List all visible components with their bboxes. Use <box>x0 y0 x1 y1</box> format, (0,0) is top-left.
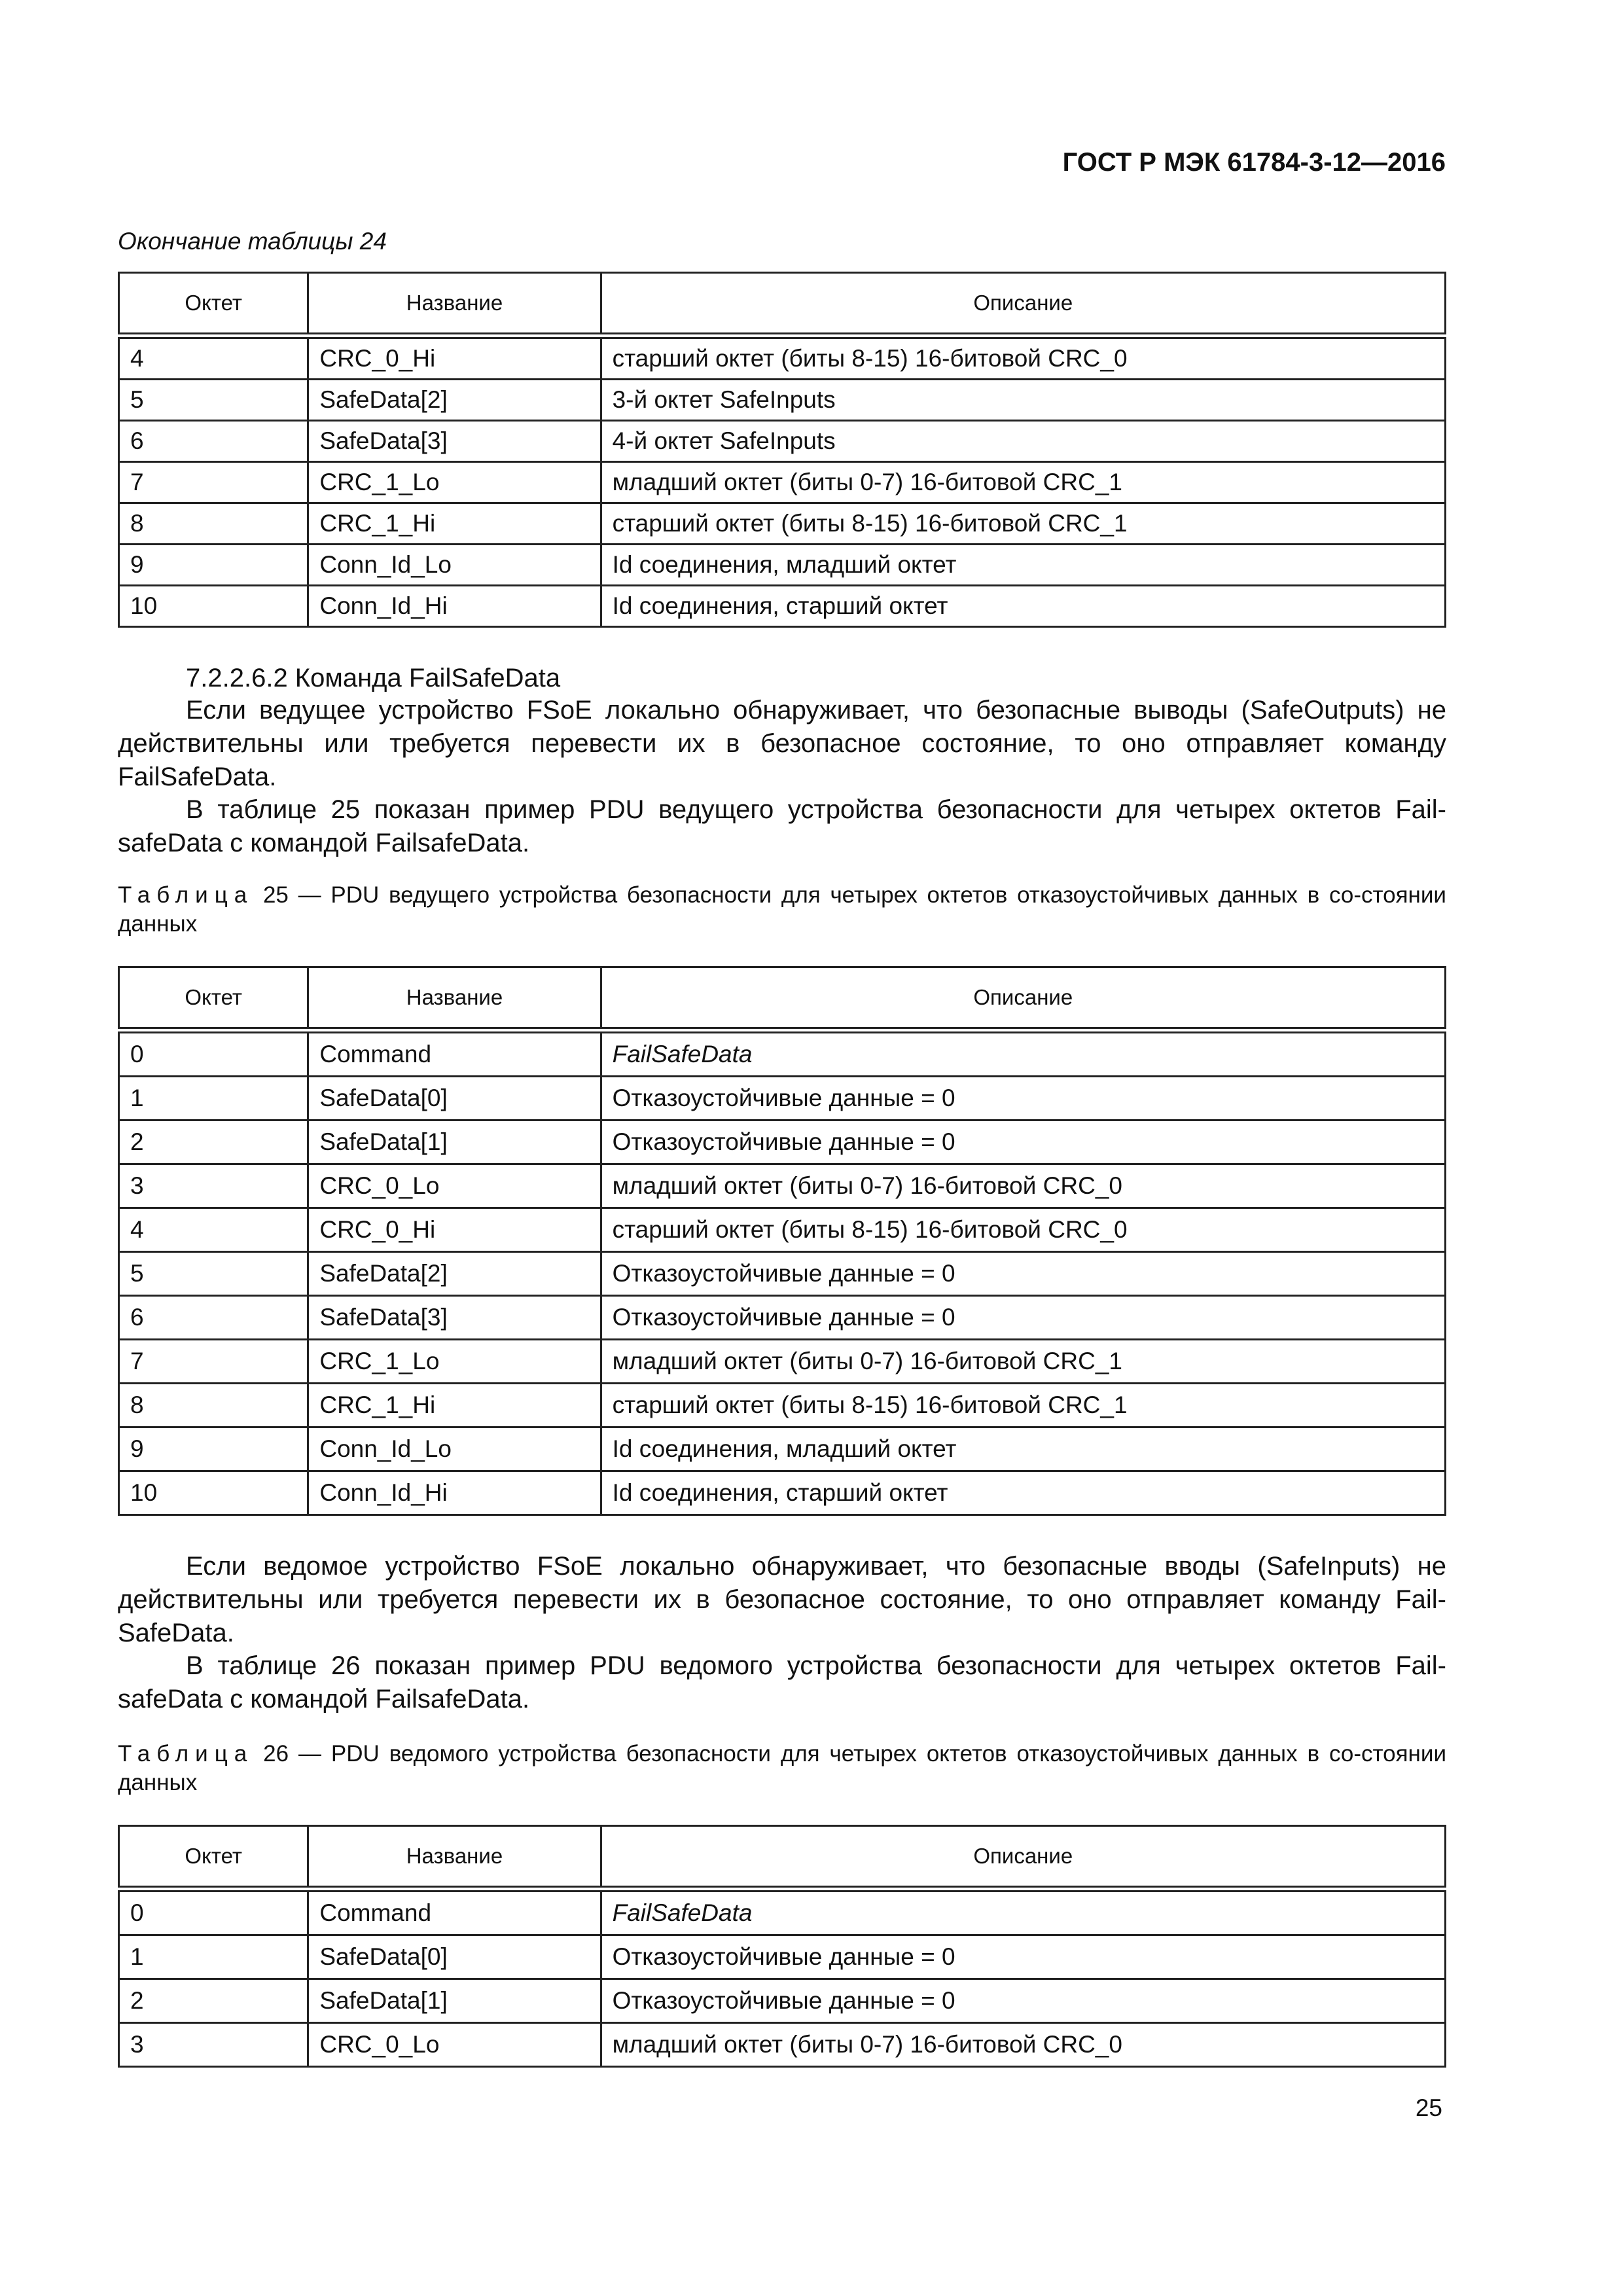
table-row <box>119 380 1446 421</box>
cell-name: CRC_0_Hi <box>308 1208 601 1252</box>
table26-caption <box>118 1740 1446 1797</box>
column-header-name: Название <box>308 273 601 336</box>
table-header-row <box>119 967 1446 1031</box>
table25 <box>118 966 1446 1516</box>
section-heading: 7.2.2.6.2 Команда FailSafeData <box>186 664 561 692</box>
table-row <box>119 421 1446 462</box>
table-row <box>119 1121 1446 1164</box>
cell-octet: 10 <box>119 1471 308 1515</box>
table-row <box>119 1979 1446 2023</box>
cell-octet: 0 <box>119 1030 308 1077</box>
cell-description: Отказоустойчивые данные = 0 <box>601 1077 1445 1121</box>
cell-name: CRC_0_Lo <box>308 1164 601 1208</box>
table-row <box>119 1471 1446 1515</box>
cell-octet: 5 <box>119 380 308 421</box>
cell-octet: 9 <box>119 545 308 586</box>
table-row <box>119 545 1446 586</box>
table-row <box>119 1889 1446 1935</box>
cell-name: CRC_1_Hi <box>308 503 601 545</box>
column-header-description: Описание <box>601 967 1445 1031</box>
column-header-octet: Октет <box>119 1826 308 1890</box>
table-row <box>119 1252 1446 1296</box>
table-row <box>119 1030 1446 1077</box>
table-row <box>119 336 1446 380</box>
cell-octet: 1 <box>119 1935 308 1979</box>
cell-octet: 2 <box>119 1979 308 2023</box>
table-caption-label: Таблица <box>118 1741 254 1767</box>
table-caption-label: Таблица <box>118 882 254 908</box>
column-header-octet: Октет <box>119 273 308 336</box>
document-header: ГОСТ Р МЭК 61784-3-12—2016 <box>1062 148 1446 177</box>
table24-continuation-caption: Окончание таблицы 24 <box>118 228 387 255</box>
cell-description: Id соединения, младший октет <box>601 545 1445 586</box>
cell-description: Отказоустойчивые данные = 0 <box>601 1935 1445 1979</box>
cell-octet: 0 <box>119 1889 308 1935</box>
table-row <box>119 1077 1446 1121</box>
cell-description: FailSafeData <box>601 1030 1445 1077</box>
cell-name: Command <box>308 1030 601 1077</box>
cell-octet: 9 <box>119 1427 308 1471</box>
cell-octet: 10 <box>119 586 308 627</box>
cell-description: Отказоустойчивые данные = 0 <box>601 1121 1445 1164</box>
cell-octet: 6 <box>119 1296 308 1340</box>
column-header-description: Описание <box>601 1826 1445 1890</box>
cell-name: SafeData[1] <box>308 1979 601 2023</box>
table-row <box>119 1208 1446 1252</box>
table-row <box>119 1340 1446 1384</box>
column-header-name: Название <box>308 967 601 1031</box>
table26 <box>118 1825 1446 2068</box>
cell-octet: 8 <box>119 1384 308 1427</box>
cell-description: старший октет (биты 8-15) 16-битовой CRC_0 <box>601 336 1445 380</box>
cell-description: младший октет (биты 0-7) 16-битовой CRC_1 <box>601 1340 1445 1384</box>
cell-octet: 4 <box>119 1208 308 1252</box>
column-header-name: Название <box>308 1826 601 1890</box>
cell-octet: 1 <box>119 1077 308 1121</box>
cell-name: CRC_0_Lo <box>308 2023 601 2067</box>
table24 <box>118 272 1446 628</box>
page-number: 25 <box>1415 2094 1442 2121</box>
cell-octet: 7 <box>119 462 308 503</box>
cell-description: Id соединения, старший октет <box>601 586 1445 627</box>
table-row <box>119 1296 1446 1340</box>
table25-caption <box>118 881 1446 939</box>
cell-name: CRC_0_Hi <box>308 336 601 380</box>
table-row <box>119 503 1446 545</box>
cell-description: 3-й октет SafeInputs <box>601 380 1445 421</box>
cell-description: Отказоустойчивые данные = 0 <box>601 1979 1445 2023</box>
cell-octet: 3 <box>119 2023 308 2067</box>
cell-description: Отказоустойчивые данные = 0 <box>601 1296 1445 1340</box>
table-row <box>119 1427 1446 1471</box>
cell-octet: 2 <box>119 1121 308 1164</box>
cell-description: старший октет (биты 8-15) 16-битовой CRC_1 <box>601 503 1445 545</box>
body-paragraph: В таблице 25 показан пример PDU ведущего устройства безопасности для четырех октетов Fail-safeData с командой FailsafeData. <box>118 795 1446 857</box>
cell-name: SafeData[1] <box>308 1121 601 1164</box>
cell-description: Id соединения, младший октет <box>601 1427 1445 1471</box>
cell-name: SafeData[2] <box>308 1252 601 1296</box>
table-row <box>119 1164 1446 1208</box>
cell-name: SafeData[3] <box>308 1296 601 1340</box>
column-header-description: Описание <box>601 273 1445 336</box>
cell-octet: 6 <box>119 421 308 462</box>
cell-name: Conn_Id_Lo <box>308 545 601 586</box>
column-header-octet: Октет <box>119 967 308 1031</box>
body-paragraph: Если ведущее устройство FSoE локально обнаруживает, что безопасные выводы (SafeOutputs) не действительны или требуется перевести их в безопасное состояние, то оно отправляет команду FailSafeData. <box>118 696 1446 791</box>
table-caption-text: 25 — PDU ведущего устройства безопасности для четырех октетов отказоустойчивых данных в со-стоянии данных <box>118 882 1446 937</box>
cell-name: SafeData[0] <box>308 1935 601 1979</box>
table-row <box>119 1384 1446 1427</box>
cell-name: CRC_1_Hi <box>308 1384 601 1427</box>
cell-description: Id соединения, старший октет <box>601 1471 1445 1515</box>
table-row <box>119 586 1446 627</box>
table-row <box>119 462 1446 503</box>
cell-description: младший октет (биты 0-7) 16-битовой CRC_1 <box>601 462 1445 503</box>
cell-name: SafeData[0] <box>308 1077 601 1121</box>
cell-name: SafeData[3] <box>308 421 601 462</box>
cell-octet: 4 <box>119 336 308 380</box>
cell-description: Отказоустойчивые данные = 0 <box>601 1252 1445 1296</box>
body-paragraph: В таблице 26 показан пример PDU ведомого устройства безопасности для четырех октетов Fail-safeData с командой FailsafeData. <box>118 1651 1446 1713</box>
table-header-row <box>119 1826 1446 1890</box>
table-header-row <box>119 273 1446 336</box>
cell-name: Conn_Id_Lo <box>308 1427 601 1471</box>
cell-octet: 7 <box>119 1340 308 1384</box>
cell-name: CRC_1_Lo <box>308 462 601 503</box>
cell-description: младший октет (биты 0-7) 16-битовой CRC_0 <box>601 2023 1445 2067</box>
cell-octet: 5 <box>119 1252 308 1296</box>
table-caption-text: 26 — PDU ведомого устройства безопасности для четырех октетов отказоустойчивых данных в со-стоянии данных <box>118 1741 1446 1795</box>
cell-name: CRC_1_Lo <box>308 1340 601 1384</box>
cell-description: FailSafeData <box>601 1889 1445 1935</box>
cell-name: Conn_Id_Hi <box>308 586 601 627</box>
cell-name: Command <box>308 1889 601 1935</box>
cell-description: старший октет (биты 8-15) 16-битовой CRC_1 <box>601 1384 1445 1427</box>
cell-description: младший октет (биты 0-7) 16-битовой CRC_0 <box>601 1164 1445 1208</box>
cell-octet: 3 <box>119 1164 308 1208</box>
body-paragraph: Если ведомое устройство FSoE локально обнаруживает, что безопасные вводы (SafeInputs) не действительны или требуется перевести их в безопасное состояние, то оно отправляет команду Fail-SafeData. <box>118 1552 1446 1647</box>
cell-description: 4-й октет SafeInputs <box>601 421 1445 462</box>
cell-octet: 8 <box>119 503 308 545</box>
table-row <box>119 2023 1446 2067</box>
cell-name: SafeData[2] <box>308 380 601 421</box>
cell-description: старший октет (биты 8-15) 16-битовой CRC_0 <box>601 1208 1445 1252</box>
table-row <box>119 1935 1446 1979</box>
cell-name: Conn_Id_Hi <box>308 1471 601 1515</box>
